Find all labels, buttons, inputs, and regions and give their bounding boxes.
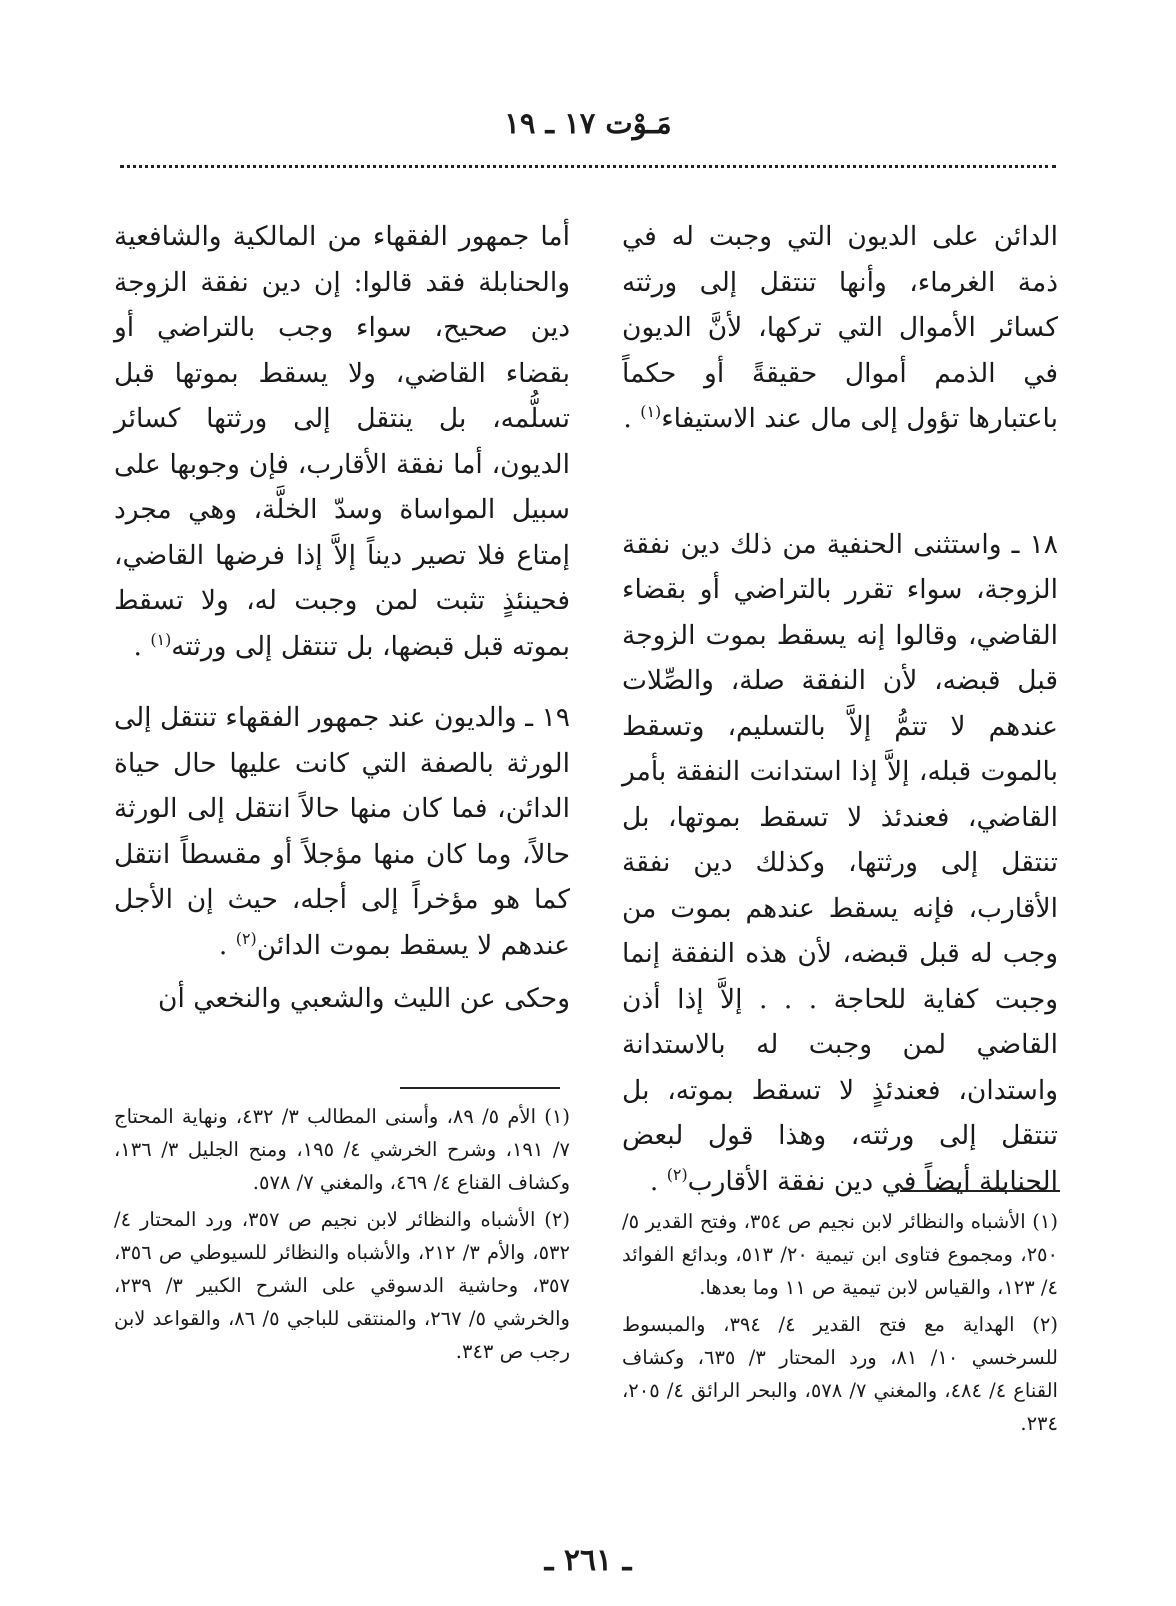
header-divider xyxy=(120,165,1056,168)
page-header: مَـوْت ١٧ ـ ١٩ xyxy=(504,106,672,140)
page-number: ـ ٢٦١ ـ xyxy=(544,1543,632,1578)
footnote-ref: (٢) xyxy=(235,928,257,948)
footnote: (١) الأم ٥/ ٨٩، وأسنى المطالب ٣/ ٤٣٢، ونهاية المحتاج ٧/ ١٩١، وشرح الخرشي ٤/ ١٩٥، ومنح الجليل ٣/ ١٣٦، وكشاف القناع ٤/ ٤٦٩، والمغني ٧/ ٥٧٨. xyxy=(114,1105,570,1194)
footnote-divider xyxy=(900,1190,1060,1192)
footnote-ref: (١) xyxy=(640,402,662,422)
right-column xyxy=(622,214,1058,1204)
footnotes-right xyxy=(622,1205,1058,1444)
left-column xyxy=(114,214,570,1022)
paragraph: وحكى عن الليث والشعبي والنخعي أن xyxy=(157,983,570,1014)
paragraph-18: ١٨ ـ واستثنى الحنفية من ذلك دين نفقة الزوجة، سواء تقرر بالتراضي أو بقضاء القاضي، وقالوا إنه يسقط بموت الزوجة قبل قبضه، لأن النفقة صلة، والصِّلات عندهم لا تتمُّ إلاَّ بالتسليم، وتسقط بالموت قبله، إلاَّ إذا استدانت النفقة بأمر القاضي، فعندئذ لا تسقط بموتها، بل تنتقل إلى ورثتها، وكذلك دين نفقة الأقارب، فإنه يسقط عندهم بموت من وجب له قبل قبضه، لأن هذه النفقة إنما وجبت كفاية للحاجة . . . إلاَّ إذا أذن القاضي لمن وجبت له بالاستدانة واستدان، فعندئذٍ لا تسقط بموته، بل تنتقل إلى ورثته، وهذا قول لبعض الحنابلة أيضاً في دين نفقة الأقارب$^{(٢)}$ . xyxy=(622,528,1058,1197)
footnote-ref: (٢) xyxy=(666,1164,688,1184)
paragraph: الدائن على الديون التي وجبت له في ذمة الغرماء، وأنها تنتقل إلى ورثته كسائر الأموال التي تركها، لأنَّ الديون في الذمم أموال حقيقةً أو حكماً باعتبارها تؤول إلى مال عند الاستيفاء$^{(١)}$ . xyxy=(622,221,1058,434)
footnote: (١) الأشباه والنظائر لابن نجيم ص ٣٥٤، وفتح القدير ٥/ ٢٥٠، ومجموع فتاوى ابن تيمية ٢٠/ ٥١٣، وبدائع الفوائد ٤/ ١٢٣، والقياس لابن تيمية ص ١١ وما بعدها. xyxy=(622,1210,1058,1299)
footnotes-left xyxy=(114,1100,570,1372)
paragraph-19: ١٩ ـ والديون عند جمهور الفقهاء تنتقل إلى الورثة بالصفة التي كانت عليها حال حياة الدائن، فما كان منها حالاً انتقل إلى الورثة حالاً، وما كان منها مؤجلاً أو مقسطاً انتقل كما هو مؤخراً إلى أجله، حيث إن الأجل عندهم لا يسقط بموت الدائن$^{(٢)}$ . xyxy=(114,702,570,961)
footnote: (٢) الهداية مع فتح القدير ٤/ ٣٩٤، والمبسوط للسرخسي ١٠/ ٨١، ورد المحتار ٣/ ٦٣٥، وكشاف القناع ٤/ ٤٨٤، والمغني ٧/ ٥٧٨، والبحر الرائق ٤/ ٢٠٥، ٢٣٤. xyxy=(622,1313,1058,1435)
footnote-divider xyxy=(400,1087,560,1089)
footnote-ref: (١) xyxy=(150,629,172,649)
footnote: (٢) الأشباه والنظائر لابن نجيم ص ٣٥٧، ورد المحتار ٤/ ٥٣٢، والأم ٣/ ٢١٢، والأشباه والنظائر للسيوطي ص ٣٥٦، ٣٥٧، وحاشية الدسوقي على الشرح الكبير ٣/ ٢٣٩، والخرشي ٥/ ٢٦٧، والمنتقى للباجي ٥/ ٨٦، والقواعد لابن رجب ص ٣٤٣. xyxy=(114,1208,570,1363)
paragraph: أما جمهور الفقهاء من المالكية والشافعية والحنابلة فقد قالوا: إن دين نفقة الزوجة دين صحيح، سواء وجب بالتراضي أو بقضاء القاضي، ولا يسقط بموتها قبل تسلُّمه، بل ينتقل إلى ورثتها كسائر الديون، أما نفقة الأقارب، فإن وجوبها على سبيل المواساة وسدّ الخلَّة، وهي مجرد إمتاع فلا تصير ديناً إلاَّ إذا فرضها القاضي، فحينئذٍ تثبت لمن وجبت له، ولا تسقط بموته قبل قبضها، بل تنتقل إلى ورثته$^{(١)}$ . xyxy=(114,221,570,662)
